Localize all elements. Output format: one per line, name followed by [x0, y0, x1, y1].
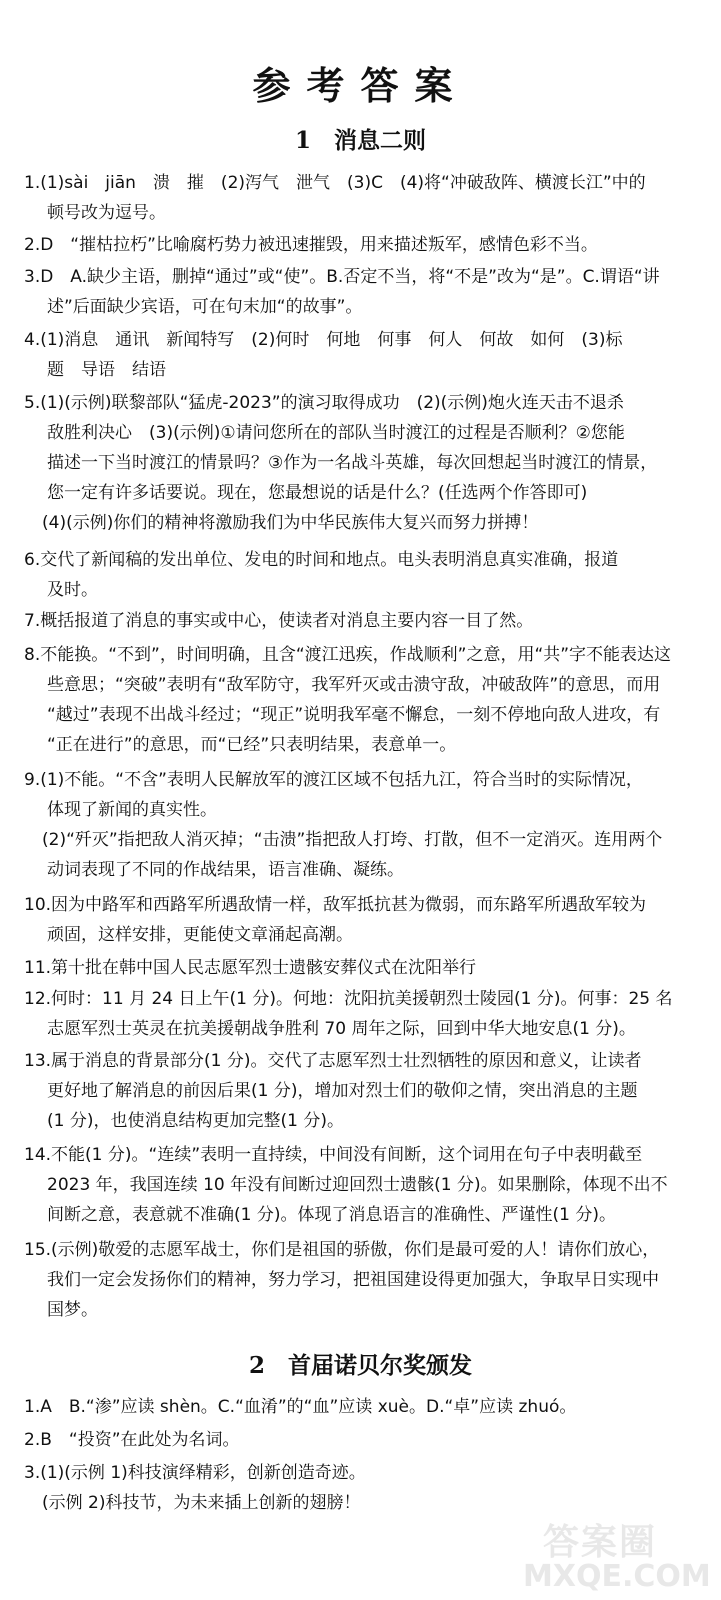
answer-9 [24, 765, 704, 885]
answer-line: 题 导语 结语 [47, 360, 166, 380]
answer-2 [24, 230, 704, 260]
section-title-1: 1 消息二则 [294, 127, 426, 154]
answer-line: 顿号改为逗号。 [47, 203, 166, 223]
watermark-text: 答案圈 [543, 1522, 658, 1563]
answer-line: 3.D A.缺少主语，删掉“通过”或“使”。B.否定不当，将“不是”改为“是”。C.谓语“讲 [24, 267, 660, 287]
page-title: 参考答案 [252, 64, 469, 108]
answer-line: 7.概括报道了消息的事实或中心，使读者对消息主要内容一目了然。 [24, 611, 534, 631]
answer-line: (4)(示例)你们的精神将激励我们为中华民族伟大复兴而努力拼搏！ [42, 513, 539, 533]
answer-line: 顽固，这样安排，更能使文章涌起高潮。 [47, 925, 353, 945]
answer-1 [24, 168, 704, 228]
answer-7 [24, 606, 704, 636]
answer-line: 8.不能换。“不到”，时间明确，且含“渡江迅疾，作战顺利”之意，用“共”字不能表达这 [24, 645, 672, 665]
answer-s2-1 [24, 1392, 704, 1422]
answer-line: 1.(1)sài jiān 溃 摧 (2)泻气 泄气 (3)C (4)将“冲破敌阵、横渡长江”中的 [24, 173, 646, 193]
answer-line: 敌胜利决心 (3)(示例)①请问您所在的部队当时渡江的过程是否顺利？②您能 [47, 423, 625, 443]
answer-line: “正在进行”的意思，而“已经”只表明结果，表意单一。 [47, 735, 457, 755]
answer-line: 更好地了解消息的前因后果(1 分)，增加对烈士们的敬仰之情，突出消息的主题 [47, 1081, 638, 1101]
answer-line: 5.(1)(示例)联黎部队“猛虎-2023”的演习取得成功 (2)(示例)炮火连天击不退杀 [24, 393, 624, 413]
answer-15 [24, 1235, 704, 1325]
answer-line: 10.因为中路军和西路军所遇敌情一样，敌军抵抗甚为微弱，而东路军所遇敌军较为 [24, 895, 647, 915]
answer-line: 6.交代了新闻稿的发出单位、发电的时间和地点。电头表明消息真实准确，报道 [24, 550, 619, 570]
answer-line: 13.属于消息的背景部分(1 分)。交代了志愿军烈士壮烈牺牲的原因和意义，让读者 [24, 1051, 642, 1071]
answer-line: (1 分)，也使消息结构更加完整(1 分)。 [47, 1111, 344, 1131]
answer-14 [24, 1140, 704, 1230]
answer-line: 您一定有许多话要说。现在，您最想说的话是什么？(任选两个作答即可) [47, 483, 588, 503]
answer-10 [24, 890, 704, 950]
section-title-2: 2 首届诺贝尔奖颁发 [248, 1352, 472, 1379]
answer-line: 我们一定会发扬你们的精神，努力学习，把祖国建设得更加强大，争取早日实现中 [47, 1270, 659, 1290]
answer-8 [24, 640, 704, 760]
answer-line: 志愿军烈士英灵在抗美援朝战争胜利 70 周年之际，回到中华大地安息(1 分)。 [47, 1019, 636, 1039]
answer-line: 15.(示例)敬爱的志愿军战士，你们是祖国的骄傲，你们是最可爱的人！请你们放心， [24, 1240, 660, 1260]
answer-13 [24, 1046, 704, 1136]
answer-line: 动词表现了不同的作战结果，语言准确、凝练。 [47, 860, 404, 880]
answer-line: 国梦。 [47, 1300, 98, 1320]
answer-12 [24, 984, 704, 1044]
answer-s2-3 [24, 1458, 704, 1518]
answer-line: 描述一下当时渡江的情景吗？③作为一名战斗英雄，每次回想起当时渡江的情景， [47, 453, 658, 473]
answer-line: 9.(1)不能。“不含”表明人民解放军的渡江区域不包括九江，符合当时的实际情况， [24, 770, 643, 790]
answer-line: 2.B “投资”在此处为名词。 [24, 1430, 240, 1450]
answer-4 [24, 325, 704, 385]
answer-5 [24, 388, 704, 538]
answer-line: 体现了新闻的真实性。 [47, 800, 217, 820]
watermark-url: MXQE.COM [523, 1559, 711, 1594]
answer-line: (示例 2)科技节，为未来插上创新的翅膀！ [42, 1493, 361, 1513]
answer-line: 12.何时：11 月 24 日上午(1 分)。何地：沈阳抗美援朝烈士陵园(1 分)。何事：25 名 [24, 989, 673, 1009]
answer-3 [24, 262, 704, 322]
answer-line: 4.(1)消息 通讯 新闻特写 (2)何时 何地 何事 何人 何故 如何 (3)标 [24, 330, 623, 350]
answer-s2-2 [24, 1425, 704, 1455]
answer-line: 及时。 [47, 580, 98, 600]
watermark-logo [523, 1514, 713, 1594]
answer-line: 2023 年，我国连续 10 年没有间断过迎回烈士遗骸(1 分)。如果删除，体现不出不 [47, 1175, 668, 1195]
answer-11 [24, 953, 704, 983]
answer-line: “越过”表现不出战斗经过；“现正”说明我军毫不懈怠，一刻不停地向敌人进攻，有 [47, 705, 661, 725]
answer-line: 14.不能(1 分)。“连续”表明一直持续，中间没有间断，这个词用在句子中表明截至 [24, 1145, 643, 1165]
answer-line: 3.(1)(示例 1)科技演绎精彩，创新创造奇迹。 [24, 1463, 366, 1483]
answer-line: 11.第十批在韩中国人民志愿军烈士遗骸安葬仪式在沈阳举行 [24, 958, 477, 978]
answer-6 [24, 545, 704, 605]
answer-line: (2)“歼灭”指把敌人消灭掉；“击溃”指把敌人打垮、打散，但不一定消灭。连用两个 [42, 830, 663, 850]
answer-line: 2.D “摧枯拉朽”比喻腐朽势力被迅速摧毁，用来描述叛军，感情色彩不当。 [24, 235, 598, 255]
answer-line: 1.A B.“渗”应读 shèn。C.“血淆”的“血”应读 xuè。D.“卓”应读 zhuó。 [24, 1397, 577, 1417]
answer-line: 间断之意，表意就不准确(1 分)。体现了消息语言的准确性、严谨性(1 分)。 [47, 1205, 616, 1225]
answer-line: 述”后面缺少宾语，可在句末加“的故事”。 [47, 297, 363, 317]
answer-line: 些意思；“突破”表明有“敌军防守，我军歼灭或击溃守敌，冲破敌阵”的意思，而用 [47, 675, 661, 695]
